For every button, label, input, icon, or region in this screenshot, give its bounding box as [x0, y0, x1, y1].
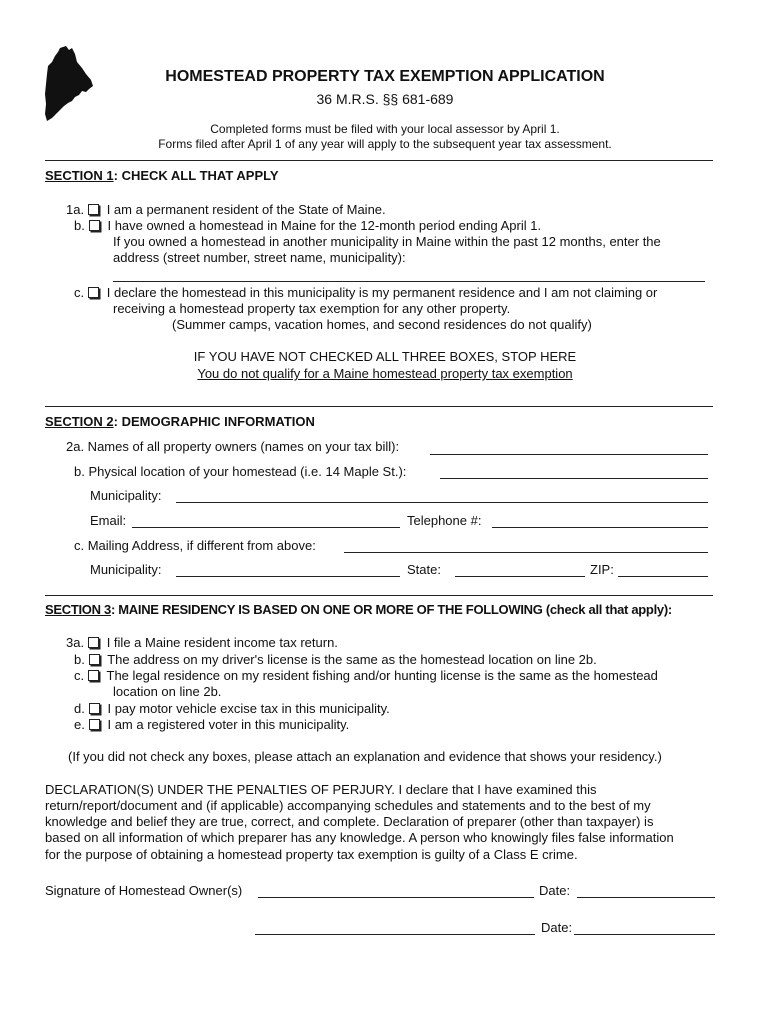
date-label-1: Date: [539, 883, 571, 898]
location-field[interactable] [440, 478, 708, 479]
item-1a [66, 202, 386, 217]
item-3b-label: b. [74, 652, 85, 667]
item-1c-text: I declare the homestead in this municipality is my permanent residence and I am not claiming or [106, 285, 658, 300]
filing-deadline-note: Completed forms must be filed with your local assessor by April 1. [210, 122, 560, 136]
section-2-heading [45, 414, 315, 429]
owners-label: 2a. Names of all property owners (names on your tax bill): [66, 439, 400, 454]
item-1b [74, 218, 541, 233]
checkbox-3c[interactable] [88, 670, 99, 681]
telephone-field[interactable] [492, 527, 708, 528]
municipality-label: Municipality: [90, 488, 162, 503]
declaration-line-5: for the purpose of obtaining a homestead property tax exemption is guilty of a Class E crime. [45, 847, 578, 862]
checkbox-1b[interactable] [89, 220, 100, 231]
declaration-line-2: return/report/document and (if applicable) accompanying schedules and statements and to the best of my [45, 798, 651, 813]
date-label-2: Date: [541, 920, 573, 935]
item-3d [74, 701, 390, 716]
date-field-2[interactable] [574, 934, 715, 935]
signature-label: Signature of Homestead Owner(s) [45, 883, 243, 898]
email-field[interactable] [132, 527, 400, 528]
owners-field[interactable] [430, 454, 708, 455]
municipality-field[interactable] [176, 502, 708, 503]
checkbox-1c[interactable] [88, 287, 99, 298]
zip-label: ZIP: [590, 562, 614, 577]
mailing-label: c. Mailing Address, if different from above: [74, 538, 316, 553]
item-1b-label: b. [74, 218, 85, 233]
mailing-municipality-label: Municipality: [90, 562, 162, 577]
mailing-field[interactable] [344, 552, 708, 553]
item-1c-text3: (Summer camps, vacation homes, and second residences do not qualify) [172, 317, 592, 332]
prior-address-field[interactable] [113, 281, 705, 282]
item-3a-label: 3a. [66, 635, 85, 650]
residency-note: (If you did not check any boxes, please attach an explanation and evidence that shows your residency.) [68, 749, 662, 764]
item-3c-text2: location on line 2b. [113, 684, 222, 699]
signature-field-1[interactable] [258, 897, 534, 898]
item-1a-label: 1a. [66, 202, 85, 217]
form-title: HOMESTEAD PROPERTY TAX EXEMPTION APPLICATION [165, 68, 605, 85]
item-3a [66, 635, 338, 650]
stop-warning: IF YOU HAVE NOT CHECKED ALL THREE BOXES, STOP HERE [193, 349, 577, 364]
section-1-heading [45, 168, 279, 183]
divider [45, 595, 713, 596]
declaration-line-1: DECLARATION(S) UNDER THE PENALTIES OF PERJURY. I declare that I have examined this [45, 782, 597, 797]
item-3c-text: The legal residence on my resident fishing and/or hunting license is the same as the homestead [106, 668, 658, 683]
item-1c [74, 285, 657, 300]
item-1b-sub1: If you owned a homestead in another municipality in Maine within the past 12 months, enter the [113, 234, 661, 249]
divider [45, 406, 713, 407]
divider [45, 160, 713, 161]
checkbox-3b[interactable] [89, 654, 100, 665]
item-1c-text2: receiving a homestead property tax exemption for any other property. [113, 301, 511, 316]
item-1a-text: I am a permanent resident of the State of Maine. [106, 202, 386, 217]
item-1c-label: c. [74, 285, 85, 300]
section-3-heading [45, 602, 672, 617]
item-3b [74, 652, 597, 667]
section-1-number: SECTION 1 [45, 168, 114, 183]
checkbox-1a[interactable] [88, 204, 99, 215]
date-field-1[interactable] [577, 897, 715, 898]
item-3e-label: e. [74, 717, 85, 732]
zip-field[interactable] [618, 576, 708, 577]
item-3a-text: I file a Maine resident income tax return. [106, 635, 338, 650]
statute-reference: 36 M.R.S. §§ 681-689 [316, 91, 454, 107]
item-3d-label: d. [74, 701, 85, 716]
section-3-number: SECTION 3 [45, 602, 111, 617]
item-3c [74, 668, 658, 683]
telephone-label: Telephone #: [407, 513, 482, 528]
state-label: State: [407, 562, 441, 577]
state-field[interactable] [455, 576, 585, 577]
section-1-title: : CHECK ALL THAT APPLY [113, 168, 279, 183]
item-1b-sub2: address (street number, street name, municipality): [113, 250, 406, 265]
item-3d-text: I pay motor vehicle excise tax in this municipality. [107, 701, 390, 716]
filing-late-note: Forms filed after April 1 of any year will apply to the subsequent year tax assessment. [158, 137, 612, 151]
item-3b-text: The address on my driver's license is the same as the homestead location on line 2b. [107, 652, 597, 667]
disqualify-note: You do not qualify for a Maine homestead property tax exemption [197, 366, 573, 381]
item-3c-label: c. [74, 668, 85, 683]
declaration-line-3: knowledge and belief they are true, correct, and complete. Declaration of preparer (other than taxpayer) is [45, 814, 654, 829]
section-2-title: : DEMOGRAPHIC INFORMATION [113, 414, 315, 429]
email-label: Email: [90, 513, 127, 528]
location-label: b. Physical location of your homestead (i.e. 14 Maple St.): [74, 464, 407, 479]
checkbox-3a[interactable] [88, 637, 99, 648]
item-3e-text: I am a registered voter in this municipality. [107, 717, 350, 732]
declaration-line-4: based on all information of which preparer has any knowledge. A person who knowingly files false information [45, 830, 674, 845]
section-2-number: SECTION 2 [45, 414, 114, 429]
item-3e [74, 717, 349, 732]
mailing-municipality-field[interactable] [176, 576, 400, 577]
item-1b-text: I have owned a homestead in Maine for the 12-month period ending April 1. [107, 218, 542, 233]
signature-field-2[interactable] [255, 934, 535, 935]
section-3-title: : MAINE RESIDENCY IS BASED ON ONE OR MORE OF THE FOLLOWING (check all that apply): [110, 602, 672, 617]
checkbox-3e[interactable] [89, 719, 100, 730]
checkbox-3d[interactable] [89, 703, 100, 714]
